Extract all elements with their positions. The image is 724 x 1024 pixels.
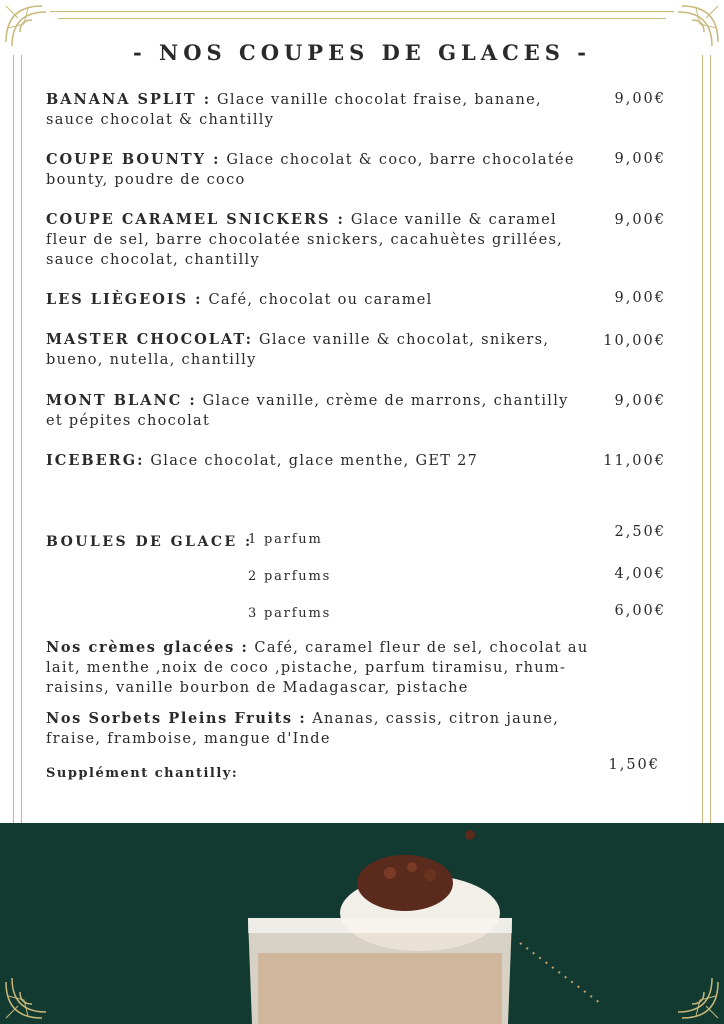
menu-item <box>46 391 576 431</box>
menu-item-price: 9,00€ <box>614 393 666 409</box>
boules-option: 1 parfum <box>248 532 323 547</box>
frame-top-line <box>50 11 674 12</box>
menu-item-price: 9,00€ <box>614 151 666 167</box>
menu-item <box>46 451 576 471</box>
sorbets-paragraph <box>46 709 606 749</box>
menu-item-price: 9,00€ <box>614 290 666 306</box>
boules-price: 4,00€ <box>614 566 666 582</box>
menu-item-name: COUPE BOUNTY : <box>46 151 221 168</box>
supplement-label: Supplément chantilly: <box>46 766 239 781</box>
frame-top-line-inner <box>58 18 666 19</box>
menu-item-price: 9,00€ <box>614 91 666 107</box>
corner-ornament-icon <box>2 970 54 1022</box>
cremes-desc: Café, caramel fleur de sel, chocolat au lait, menthe ,noix de coco ,pistache, parfum tiramisu, rhum-raisins, vanille bourbon de Madagascar, pistache <box>46 640 589 696</box>
sorbets-label: Nos Sorbets Pleins Fruits : <box>46 710 307 727</box>
cremes-label: Nos crèmes glacées : <box>46 639 249 656</box>
menu-item-name: LES LIÈGEOIS : <box>46 291 203 308</box>
menu-item <box>46 150 576 190</box>
sundae-illustration <box>0 823 724 1024</box>
menu-item-desc: Glace vanille, crème de marrons, chantilly et pépites chocolat <box>46 393 569 429</box>
boules-price: 6,00€ <box>614 603 666 619</box>
sundae-photo <box>0 823 724 1024</box>
menu-item-name: MASTER CHOCOLAT: <box>46 331 254 348</box>
page-title: - NOS COUPES DE GLACES - <box>132 40 592 65</box>
menu-item-desc: Glace chocolat & coco, barre chocolatée bounty, poudre de coco <box>46 152 575 188</box>
menu-item-name: ICEBERG: <box>46 452 145 469</box>
corner-ornament-icon <box>670 970 722 1022</box>
sorbets-desc: Ananas, cassis, citron jaune, fraise, framboise, mangue d'Inde <box>46 711 560 747</box>
menu-item-price: 10,00€ <box>603 333 666 349</box>
menu-item-desc: Café, chocolat ou caramel <box>208 292 433 308</box>
menu-item <box>46 330 576 370</box>
menu-item-name: BANANA SPLIT : <box>46 91 212 108</box>
cremes-glacees-paragraph <box>46 638 626 698</box>
boules-price: 2,50€ <box>614 524 666 540</box>
menu-item-desc: Glace vanille & caramel fleur de sel, barre chocolatée snickers, cacahuètes grillées, sauce chocolat, chantilly <box>46 212 564 268</box>
boules-option: 3 parfums <box>248 606 332 621</box>
boules-option: 2 parfums <box>248 569 332 584</box>
menu-item-desc: Glace chocolat, glace menthe, GET 27 <box>150 453 479 469</box>
menu-item-desc: Glace vanille chocolat fraise, banane, sauce chocolat & chantilly <box>46 92 542 128</box>
menu-item-price: 11,00€ <box>603 453 666 469</box>
boules-label: BOULES DE GLACE : <box>46 534 253 550</box>
menu-item-name: MONT BLANC : <box>46 392 197 409</box>
menu-item <box>46 90 576 130</box>
menu-item-name: COUPE CARAMEL SNICKERS : <box>46 211 345 228</box>
menu-item-desc: Glace vanille & chocolat, snikers, bueno, nutella, chantilly <box>46 332 550 368</box>
menu-item-price: 9,00€ <box>614 212 666 228</box>
supplement-price: 1,50€ <box>608 757 660 773</box>
menu-item <box>46 290 576 310</box>
menu-item <box>46 210 576 270</box>
